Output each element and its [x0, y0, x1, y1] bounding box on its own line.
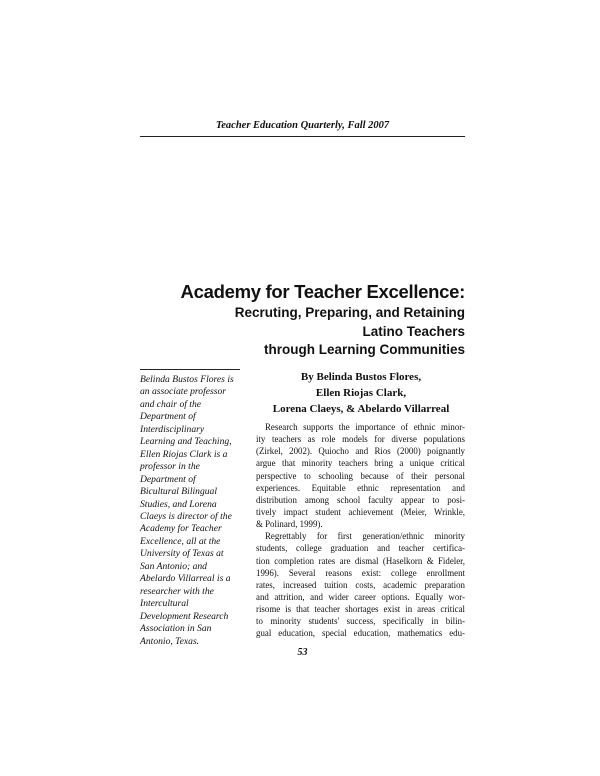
author-byline: [251, 369, 471, 417]
subtitle-line: through Learning Communities: [264, 342, 465, 357]
body-line: perspective to schooling because of their personal: [256, 470, 465, 481]
body-line: ity teachers as role models for diverse populations: [256, 434, 465, 445]
body-line: tion completion rates are dismal (Haselkorn & Fideler,: [256, 555, 465, 566]
byline-line: By Belinda Bustos Flores,: [300, 371, 422, 383]
body-text: [256, 421, 465, 640]
subtitle-line: Latino Teachers: [362, 323, 465, 339]
bio-line: an associate professor: [140, 386, 226, 398]
body-line: tively impact student achievement (Meier, Wrinkle,: [256, 506, 465, 517]
sidebar-rule: [140, 369, 240, 370]
bio-line: Studies, and Lorena: [140, 498, 217, 510]
body-line: distribution among school faculty appear to posi-: [256, 494, 465, 505]
byline-line: Ellen Riojas Clark,: [315, 387, 407, 399]
bio-line: Learning and Teaching,: [140, 436, 232, 448]
body-line: Research supports the importance of ethnic minor-: [265, 422, 465, 432]
subtitle-line: Recruting, Preparing, and Retaining: [234, 305, 465, 320]
body-line: & Polinard, 1999).: [256, 519, 323, 530]
bio-line: Association in San: [140, 623, 212, 635]
bio-line: researcher with the: [140, 585, 214, 597]
body-line: experiences. Equitable ethnic representation and: [256, 482, 465, 493]
page-number: 53: [297, 647, 308, 658]
bio-line: Ellen Riojas Clark is a: [140, 448, 228, 460]
bio-line: professor in the: [140, 461, 200, 473]
body-line: (Zirkel, 2002). Quiocho and Rios (2000) poignantly: [256, 446, 465, 457]
byline-line: Lorena Claeys, & Abelardo Villarreal: [272, 403, 450, 415]
body-line: and attrition, and wider career options. Equally wor-: [256, 591, 465, 602]
bio-line: Belinda Bustos Flores is: [140, 374, 234, 385]
bio-line: and chair of the: [140, 398, 202, 410]
bio-line: Academy for Teacher: [140, 523, 222, 535]
bio-line: Department of: [140, 411, 196, 423]
bio-line: Excellence, all at the: [140, 535, 221, 547]
header-rule: [140, 136, 465, 137]
body-line: Regrettably for first generation/ethnic minority: [265, 531, 465, 542]
body-line: gual education, special education, mathematics edu-: [256, 628, 465, 639]
bio-line: University of Texas at: [140, 548, 224, 560]
bio-line: Abelardo Villarreal is a: [140, 573, 231, 585]
body-line: argue that minority teachers bring a unique critical: [256, 458, 465, 469]
bio-line: San Antonio; and: [140, 560, 207, 572]
body-line: 1996). Several reasons exist: college enrollment: [256, 567, 465, 578]
article-title: Academy for Teacher Excellence:: [180, 281, 465, 302]
body-line: to minority students' success, specifically in bilin-: [256, 616, 465, 627]
article-title-block: [140, 281, 465, 360]
bio-line: Claeys is director of the: [140, 510, 232, 522]
body-line: risome is that teacher shortages exist in areas critical: [256, 604, 465, 615]
bio-line: Intercultural: [140, 598, 189, 610]
article-subtitle: [140, 304, 465, 360]
bio-line: Bicultural Bilingual: [140, 486, 218, 498]
bio-line: Antonio, Texas.: [140, 635, 200, 647]
body-line: students, college graduation and teacher certifica-: [256, 543, 465, 554]
body-line: rates, increased tuition costs, academic preparation: [256, 579, 465, 590]
bio-line: Interdisciplinary: [140, 423, 205, 435]
bio-line: Development Research: [140, 610, 229, 622]
bio-line: Department of: [140, 473, 196, 485]
running-header: Teacher Education Quarterly, Fall 2007: [215, 120, 390, 131]
